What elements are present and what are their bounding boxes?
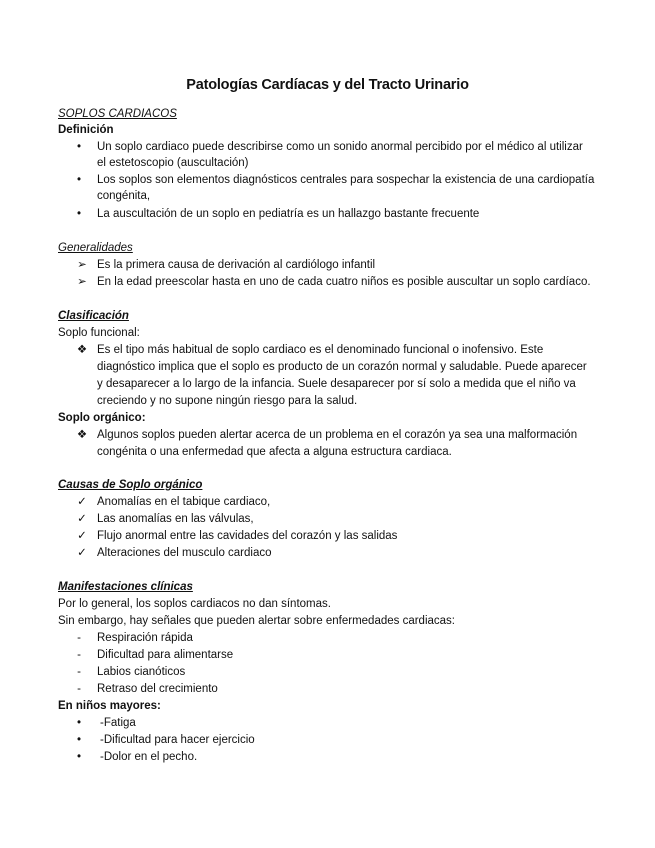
section-heading-soplos: SOPLOS CARDIACOS	[58, 108, 177, 120]
list-item-text: Un soplo cardiaco puede describirse como un sonido anormal percibido por el médico al utilizar	[97, 141, 583, 153]
list-item-text: -Fatiga	[100, 717, 136, 729]
check-icon: ✓	[77, 513, 87, 525]
list-item-continuation: congénita o una enfermedad que afecta a alguna estructura cardiaca.	[97, 446, 452, 458]
document-title: Patologías Cardíacas y del Tracto Urinario	[186, 77, 469, 93]
ninos-mayores-label: En niños mayores:	[58, 700, 161, 712]
paragraph: Por lo general, los soplos cardiacos no dan síntomas.	[58, 598, 331, 610]
paragraph: Sin embargo, hay señales que pueden alertar sobre enfermedades cardiacas:	[58, 615, 455, 627]
list-item-text: Es la primera causa de derivación al cardiólogo infantil	[97, 259, 376, 271]
diamond-bullet-icon: ❖	[76, 344, 88, 356]
list-item-text: -Dolor en el pecho.	[100, 751, 198, 763]
section-heading-manifestaciones: Manifestaciones clínicas	[58, 581, 193, 593]
dash-bullet-icon: -	[77, 649, 81, 661]
check-icon: ✓	[77, 530, 87, 542]
arrow-bullet-icon: ➢	[77, 276, 87, 288]
list-item-text: Anomalías en el tabique cardiaco,	[97, 496, 271, 508]
dash-bullet-icon: -	[77, 683, 81, 695]
section-heading-generalidades: Generalidades	[58, 242, 133, 254]
list-item-continuation: y desaparecer a lo largo de la infancia. Suele desaparecer por sí solo a medida que el niño va	[97, 378, 576, 390]
list-item-continuation: el estetoscopio (auscultación)	[97, 157, 249, 169]
list-item-text: Los soplos son elementos diagnósticos centrales para sospechar la existencia de una cardiopatía	[97, 174, 595, 186]
bullet-dot-icon: •	[76, 174, 82, 186]
list-item-text: Labios cianóticos	[97, 666, 186, 678]
dash-bullet-icon: -	[77, 666, 81, 678]
list-item-text: Respiración rápida	[97, 632, 193, 644]
list-item-text: La auscultación de un soplo en pediatría es un hallazgo bastante frecuente	[97, 208, 480, 220]
list-item-text: Flujo anormal entre las cavidades del corazón y las salidas	[97, 530, 398, 542]
bullet-dot-icon: •	[76, 734, 82, 746]
arrow-bullet-icon: ➢	[77, 259, 87, 271]
list-item-text: En la edad preescolar hasta en uno de cada cuatro niños es posible auscultar un soplo cardíaco.	[97, 276, 591, 288]
list-item-text: Dificultad para alimentarse	[97, 649, 234, 661]
list-item-text: Es el tipo más habitual de soplo cardiaco es el denominado funcional o inofensivo. Este	[97, 344, 544, 356]
section-heading-clasificacion: Clasificación	[58, 310, 129, 322]
bullet-dot-icon: •	[76, 141, 82, 153]
section-heading-causas: Causas de Soplo orgánico	[58, 479, 203, 491]
bullet-dot-icon: •	[76, 208, 82, 220]
definicion-label: Definición	[58, 124, 114, 136]
check-icon: ✓	[77, 496, 87, 508]
check-icon: ✓	[77, 547, 87, 559]
soplo-organico-label: Soplo orgánico:	[58, 412, 146, 424]
list-item-text: -Dificultad para hacer ejercicio	[100, 734, 255, 746]
list-item-continuation: congénita,	[97, 190, 151, 202]
dash-bullet-icon: -	[77, 632, 81, 644]
list-item-text: Alteraciones del musculo cardiaco	[97, 547, 272, 559]
list-item-text: Retraso del crecimiento	[97, 683, 218, 695]
list-item-text: Algunos soplos pueden alertar acerca de un problema en el corazón ya sea una malformación	[97, 429, 578, 441]
diamond-bullet-icon: ❖	[76, 429, 88, 441]
bullet-dot-icon: •	[76, 751, 82, 763]
soplo-funcional-label: Soplo funcional:	[58, 327, 140, 339]
list-item-text: Las anomalías en las válvulas,	[97, 513, 254, 525]
list-item-continuation: creciendo y no supone ningún riesgo para la salud.	[97, 395, 358, 407]
list-item-continuation: diagnóstico implica que el soplo es producto de un corazón normal y saludable. Puede aparecer	[97, 361, 587, 373]
bullet-dot-icon: •	[76, 717, 82, 729]
